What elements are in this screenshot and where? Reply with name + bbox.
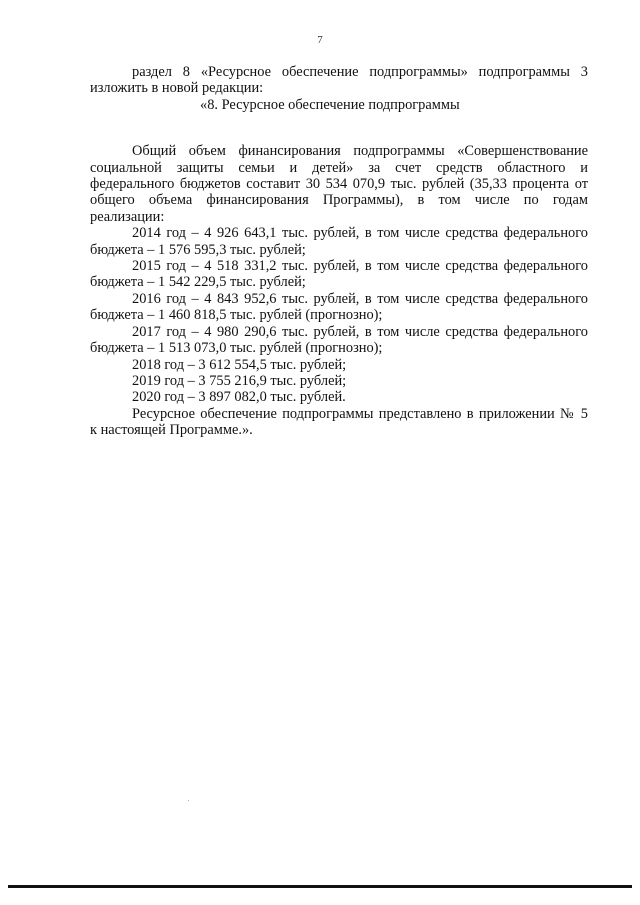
year-2016-line-1: 2016 год – 4 843 952,6 тыс. рублей, в том числе средства федерального xyxy=(132,290,588,307)
paragraph-line: социальной защиты семьи и детей» за счет средств областного и xyxy=(90,159,588,176)
scan-speck xyxy=(188,800,189,801)
year-2016-line-2: бюджета – 1 460 818,5 тыс. рублей (прогнозно); xyxy=(90,307,383,324)
footer-rule xyxy=(8,885,632,888)
document-body xyxy=(90,64,588,439)
paragraph-line: реализации: xyxy=(90,208,165,225)
final-line-1: Ресурсное обеспечение подпрограммы представлено в приложении № 5 xyxy=(132,405,588,422)
year-2019-line: 2019 год – 3 755 216,9 тыс. рублей; xyxy=(132,372,347,389)
paragraph-line: Общий объем финансирования подпрограммы «Совершенствование xyxy=(132,143,588,160)
year-2018-line: 2018 год – 3 612 554,5 тыс. рублей; xyxy=(132,356,347,373)
year-2015-line-1: 2015 год – 4 518 331,2 тыс. рублей, в том числе средства федерального xyxy=(132,258,588,275)
year-2020-line: 2020 год – 3 897 082,0 тыс. рублей. xyxy=(132,389,346,406)
final-line-2: к настоящей Программе.». xyxy=(90,422,253,439)
year-2017-line-2: бюджета – 1 513 073,0 тыс. рублей (прогнозно); xyxy=(90,340,383,357)
section-heading: «8. Ресурсное обеспечение подпрограммы xyxy=(200,96,460,113)
year-2015-line-2: бюджета – 1 542 229,5 тыс. рублей; xyxy=(90,274,306,291)
year-2014-line-2: бюджета – 1 576 595,3 тыс. рублей; xyxy=(90,241,306,258)
intro-line-1: раздел 8 «Ресурсное обеспечение подпрограммы» подпрограммы 3 xyxy=(132,64,588,80)
page-number: 7 xyxy=(317,34,323,46)
paragraph-line: федерального бюджетов составит 30 534 070,9 тыс. рублей (35,33 процента от xyxy=(90,176,588,193)
year-2017-line-1: 2017 год – 4 980 290,6 тыс. рублей, в том числе средства федерального xyxy=(132,323,588,340)
paragraph-gap xyxy=(90,113,588,143)
year-2014-line-1: 2014 год – 4 926 643,1 тыс. рублей, в том числе средства федерального xyxy=(132,225,588,242)
intro-line-2: изложить в новой редакции: xyxy=(90,80,264,97)
paragraph-line: общего объема финансирования Программы), в том числе по годам xyxy=(90,192,588,209)
